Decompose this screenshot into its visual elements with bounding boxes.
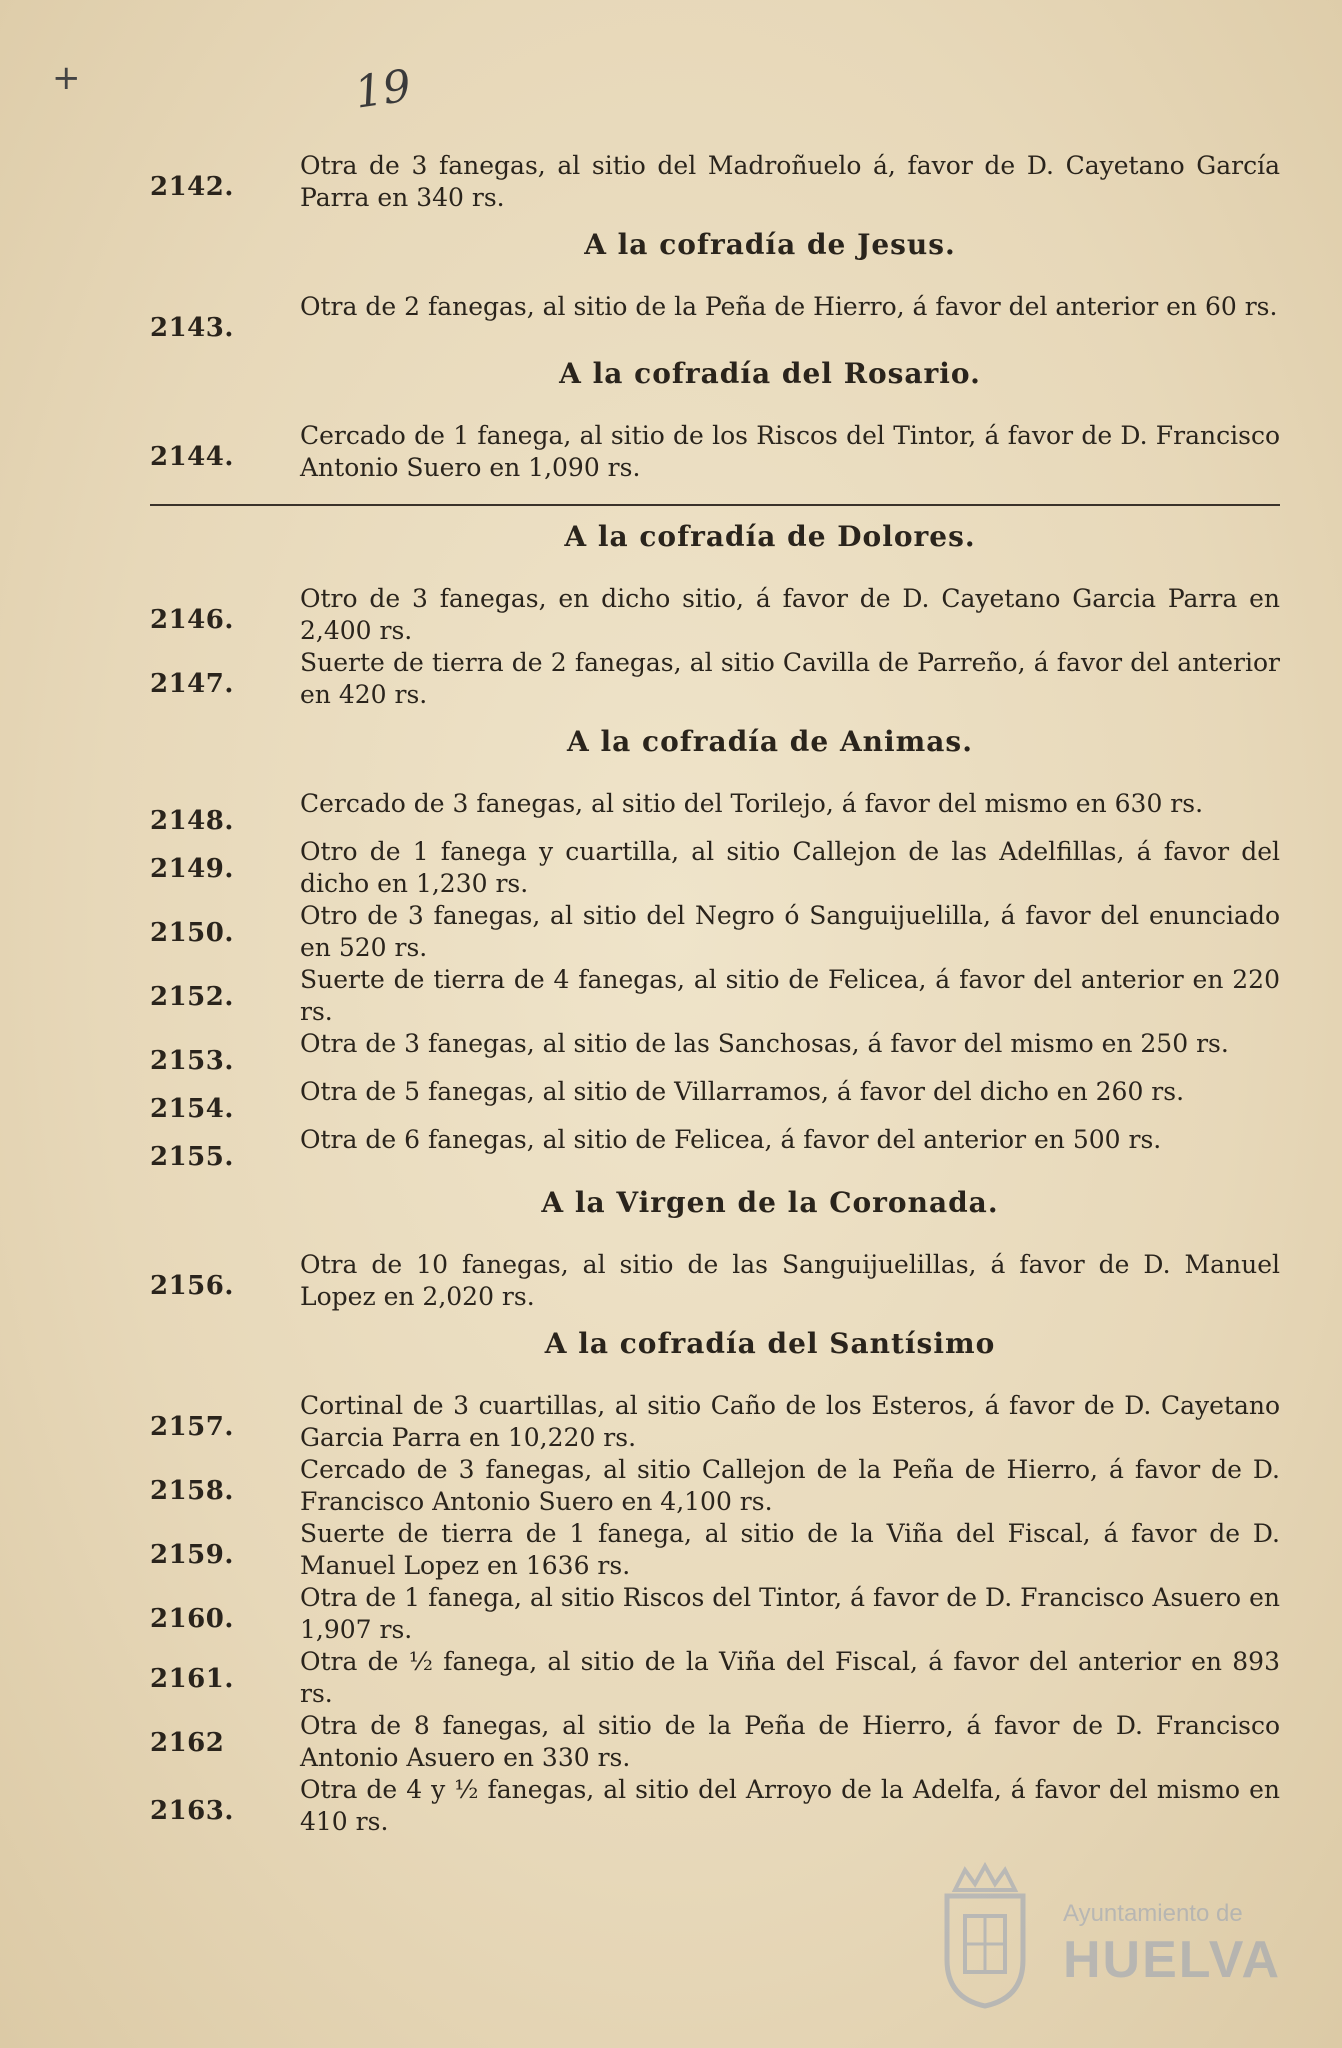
entry-number: 2156.: [150, 1271, 234, 1301]
ayuntamiento-huelva-watermark: [935, 1860, 1282, 2010]
entry-2149: [150, 836, 1280, 900]
register-content: [150, 150, 1280, 1838]
entry-number: 2161.: [150, 1664, 234, 1694]
entry-text: Otra de 3 fanegas, al sitio del Madroñuelo á, favor de D. Cayetano García Parra en 340 rs.: [300, 151, 1280, 212]
watermark-line-2: HUELVA: [1063, 1931, 1282, 1989]
section-heading-santisimo: A la cofradía del Santísimo: [544, 1327, 996, 1360]
entry-text: Cercado de 3 fanegas, al sitio Callejon de la Peña de Hierro, á favor de D. Francisco Antonio Suero en 4,100 rs.: [300, 1455, 1280, 1516]
entry-2161: [150, 1646, 1280, 1710]
section-heading-rosario: A la cofradía del Rosario.: [559, 357, 981, 390]
entry-number: 2163.: [150, 1796, 234, 1826]
entry-2155: [150, 1124, 1280, 1172]
horizontal-rule: [150, 504, 1280, 506]
entry-text: Otra de 5 fanegas, al sitio de Villarramos, á favor del dicho en 260 rs.: [300, 1077, 1185, 1106]
section-heading-jesus: A la cofradía de Jesus.: [584, 228, 956, 261]
entry-number: 2149.: [150, 854, 234, 884]
entry-text: Otro de 3 fanegas, en dicho sitio, á favor de D. Cayetano Garcia Parra en 2,400 rs.: [300, 584, 1280, 645]
entry-number: 2142.: [150, 172, 234, 202]
entry-text: Otro de 3 fanegas, al sitio del Negro ó Sanguijuelilla, á favor del enunciado en 520 rs.: [300, 901, 1280, 962]
entry-2159: [150, 1518, 1280, 1582]
entry-number: 2158.: [150, 1476, 234, 1506]
entry-number: 2155.: [150, 1142, 234, 1172]
entry-2152: [150, 964, 1280, 1028]
entry-text: Suerte de tierra de 4 fanegas, al sitio de Felicea, á favor del anterior en 220 rs.: [300, 965, 1280, 1026]
entry-text: Otra de 1 fanega, al sitio Riscos del Tintor, á favor de D. Francisco Asuero en 1,907 rs.: [300, 1583, 1280, 1644]
entry-2158: [150, 1454, 1280, 1518]
entry-text: Cercado de 3 fanegas, al sitio del Torilejo, á favor del mismo en 630 rs.: [300, 789, 1204, 818]
entry-2146: [150, 583, 1280, 647]
entry-text: Otra de 8 fanegas, al sitio de la Peña de Hierro, á favor de D. Francisco Antonio Asuero en 330 rs.: [300, 1711, 1280, 1772]
entry-text: Otra de ½ fanega, al sitio de la Viña del Fiscal, á favor del anterior en 893 rs.: [300, 1647, 1280, 1708]
section-heading-coronada: A la Virgen de la Coronada.: [541, 1186, 999, 1219]
entry-text: Cercado de 1 fanega, al sitio de los Riscos del Tintor, á favor de D. Francisco Antonio Suero en 1,090 rs.: [300, 421, 1280, 482]
entry-number: 2157.: [150, 1412, 234, 1442]
entry-text: Otro de 1 fanega y cuartilla, al sitio Callejon de las Adelfillas, á favor del dicho en 1,230 rs.: [300, 837, 1280, 898]
entry-2143: [150, 291, 1280, 343]
entry-text: Otra de 2 fanegas, al sitio de la Peña de Hierro, á favor del anterior en 60 rs.: [300, 292, 1278, 321]
entry-text: Cortinal de 3 cuartillas, al sitio Caño de los Esteros, á favor de D. Cayetano Garcia Parra en 10,220 rs.: [300, 1391, 1280, 1452]
watermark-line-1: Ayuntamiento de: [1063, 1900, 1243, 1927]
entry-text: Otra de 3 fanegas, al sitio de las Sanchosas, á favor del mismo en 250 rs.: [300, 1029, 1229, 1058]
coat-of-arms-icon: [935, 1860, 1035, 2010]
entry-text: Suerte de tierra de 2 fanegas, al sitio Cavilla de Parreño, á favor del anterior en 420 rs.: [300, 648, 1280, 709]
entry-2156: [150, 1249, 1280, 1313]
entry-text: Suerte de tierra de 1 fanega, al sitio de la Viña del Fiscal, á favor de D. Manuel Lopez en 1636 rs.: [300, 1519, 1280, 1580]
entry-2160: [150, 1582, 1280, 1646]
entry-number: 2143.: [150, 313, 234, 343]
entry-2144: [150, 420, 1280, 484]
entry-number: 2144.: [150, 442, 234, 472]
entry-number: 2148.: [150, 806, 234, 836]
handwritten-folio-number: 19: [351, 60, 415, 119]
entry-number: 2160.: [150, 1604, 234, 1634]
entry-text: Otra de 6 fanegas, al sitio de Felicea, á favor del anterior en 500 rs.: [300, 1125, 1162, 1154]
entry-2150: [150, 900, 1280, 964]
entry-2142: [150, 150, 1280, 214]
entry-number: 2154.: [150, 1094, 234, 1124]
section-heading-dolores: A la cofradía de Dolores.: [564, 520, 976, 553]
entry-number: 2147.: [150, 669, 234, 699]
entry-2153: [150, 1028, 1280, 1076]
entry-number: 2150.: [150, 918, 234, 948]
entry-text: Otra de 10 fanegas, al sitio de las Sanguijuelillas, á favor de D. Manuel Lopez en 2,020 rs.: [300, 1250, 1280, 1311]
entry-text: Otra de 4 y ½ fanegas, al sitio del Arroyo de la Adelfa, á favor del mismo en 410 rs.: [300, 1775, 1280, 1836]
entry-2148: [150, 788, 1280, 836]
section-heading-animas: A la cofradía de Animas.: [567, 725, 973, 758]
entry-2157: [150, 1390, 1280, 1454]
entry-number: 2162: [150, 1728, 225, 1758]
entry-2154: [150, 1076, 1280, 1124]
plus-mark: +: [52, 58, 81, 98]
entry-number: 2153.: [150, 1046, 234, 1076]
entry-2162: [150, 1710, 1280, 1774]
entry-2163: [150, 1774, 1280, 1838]
entry-2147: [150, 647, 1280, 711]
entry-number: 2146.: [150, 605, 234, 635]
entry-number: 2152.: [150, 982, 234, 1012]
entry-number: 2159.: [150, 1540, 234, 1570]
